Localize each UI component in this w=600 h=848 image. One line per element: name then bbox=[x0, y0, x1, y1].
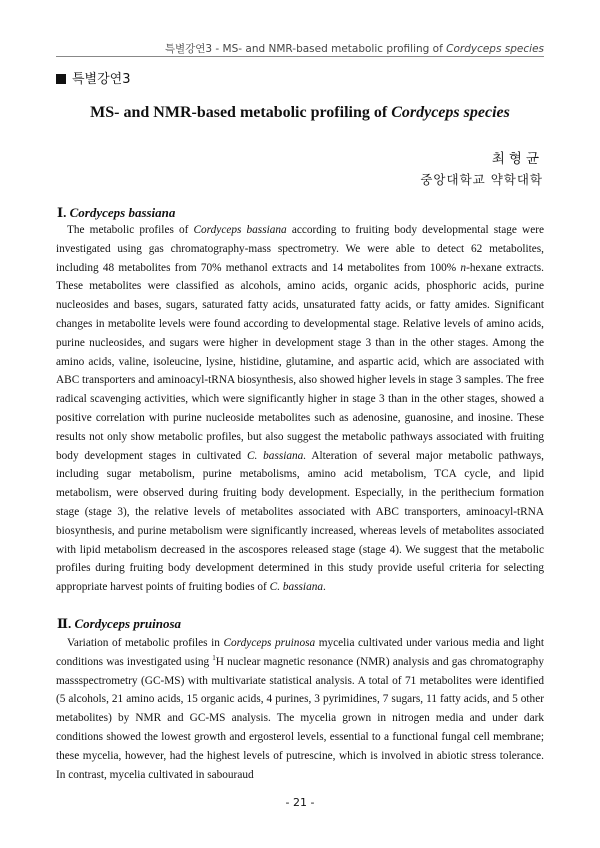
s1-text-4: Alteration of several major metabolic pathways, including sugar metabolism, purine metabolisms, amino acid metabolism, TCA cycle, and lipid metabolism, were observed during fruiting body development. Especially, in the perithecium formation stage (stage 3), the relative levels of metabolites associated with ABC transporters, aminoacyl-tRNA biosynthesis, and purine metabolism were significantly increased, whereas levels of metabolites associated with lipid metabolism decreased in the ascospores released stage (stage 4). We suggest that the metabolic profiles during fruiting body development determined in this study provide useful criteria for selecting appropriate harvest points of fruiting bodies of bbox=[56, 449, 545, 594]
section-1-heading bbox=[57, 205, 175, 221]
s1-italic-3: C. bassiana. bbox=[246, 449, 307, 462]
section-2-paragraph bbox=[56, 634, 544, 784]
s1-text-3: -hexane extracts. These metabolites were classified as alcohols, amino acids, organic acids, phosphoric acids, purine nucleosides and bases, sugars, saturated fatty acids, unsaturated fatty acids, or fatty amides. Significant changes in metabolite levels were found according to developmental stage. Relative levels of amino acids, purine nucleosides, and sugars were higher in development stage 3 than in the other stages. Among the amino acids, valine, isoleucine, lysine, histidine, glutamine, and aspartic acid, which are associated with ABC transporters and aminoacyl-tRNA biosynthesis, also showed higher levels in stage 3 samples. The free radical scavenging activities, which were significantly higher in stage 3 than in the other stages, showed a positive correlation with purine nucleoside metabolites such as adenosine, guanosine, and inosine. These results not only show metabolic profiles, but also suggest the metabolic pathways associated with fruiting body development stages in cultivated bbox=[56, 261, 544, 462]
section-2-heading bbox=[57, 616, 181, 632]
page-number: - 21 - bbox=[285, 796, 315, 809]
title-prefix: MS- and NMR-based metabolic profiling of bbox=[90, 104, 392, 121]
running-header-species: Cordyceps species bbox=[446, 43, 544, 55]
section-label-text: 특별강연3 bbox=[72, 72, 131, 87]
s1-italic-4: C. bassiana bbox=[269, 581, 324, 594]
square-bullet-icon bbox=[56, 74, 66, 84]
section-2-name: Cordyceps pruinosa bbox=[74, 616, 182, 631]
running-header bbox=[165, 41, 544, 56]
s1-text-2: according to fruiting body developmental stage were investigated using gas chromatography-mass spectrometry. We were able to detect 62 metabolites, including 48 metabolites from 70% methanol extracts and 14 metabolites from 100% bbox=[56, 224, 544, 274]
section-1-numeral: Ⅰ. bbox=[57, 205, 67, 220]
s2-superscript: 1 bbox=[212, 653, 216, 662]
title-species: Cordyceps species bbox=[391, 104, 510, 121]
paper-title bbox=[0, 104, 600, 122]
s1-text-1: The metabolic profiles of bbox=[67, 224, 194, 236]
s2-text-2: mycelia cultivated under various media and light conditions was investigated using bbox=[56, 637, 545, 668]
s2-text-3: H nuclear magnetic resonance (NMR) analysis and gas chromatography massspectrometry (GC-MS) with multivariate statistical analysis. A total of 71 metabolites were identified (5 alcohols, 21 amino acids, 15 organic acids, 4 purines, 3 pyrimidines, 7 sugars, 11 fatty acids, and 5 other metabolites) by NMR and GC-MS analysis. The mycelia grown in nitrogen media and under dark conditions showed the lowest growth and ergosterol levels, essential to a functional fungal cell membrane; these mycelia, however, had the highest levels of putrescine, which is involved in abiotic stress tolerance. In contrast, mycelia cultivated in sabouraud bbox=[56, 655, 544, 781]
running-header-prefix: 특별강연3 - MS- and NMR-based metabolic profiling of bbox=[164, 43, 447, 55]
s2-italic-1: Cordyceps pruinosa bbox=[223, 637, 316, 649]
s1-italic-1: Cordyceps bassiana bbox=[193, 224, 287, 236]
header-rule bbox=[56, 56, 544, 57]
section-1-paragraph bbox=[56, 221, 544, 597]
author-affiliation: 중앙대학교 약학대학 bbox=[420, 172, 543, 187]
s2-text-1: Variation of metabolic profiles in bbox=[67, 637, 224, 649]
s1-italic-2: n bbox=[460, 261, 467, 274]
section-label bbox=[56, 68, 131, 87]
section-2-numeral: Ⅱ. bbox=[57, 616, 72, 631]
section-1-name: Cordyceps bassiana bbox=[69, 205, 176, 220]
s1-text-5: . bbox=[323, 581, 326, 594]
author-name: 최형균 bbox=[491, 151, 543, 167]
